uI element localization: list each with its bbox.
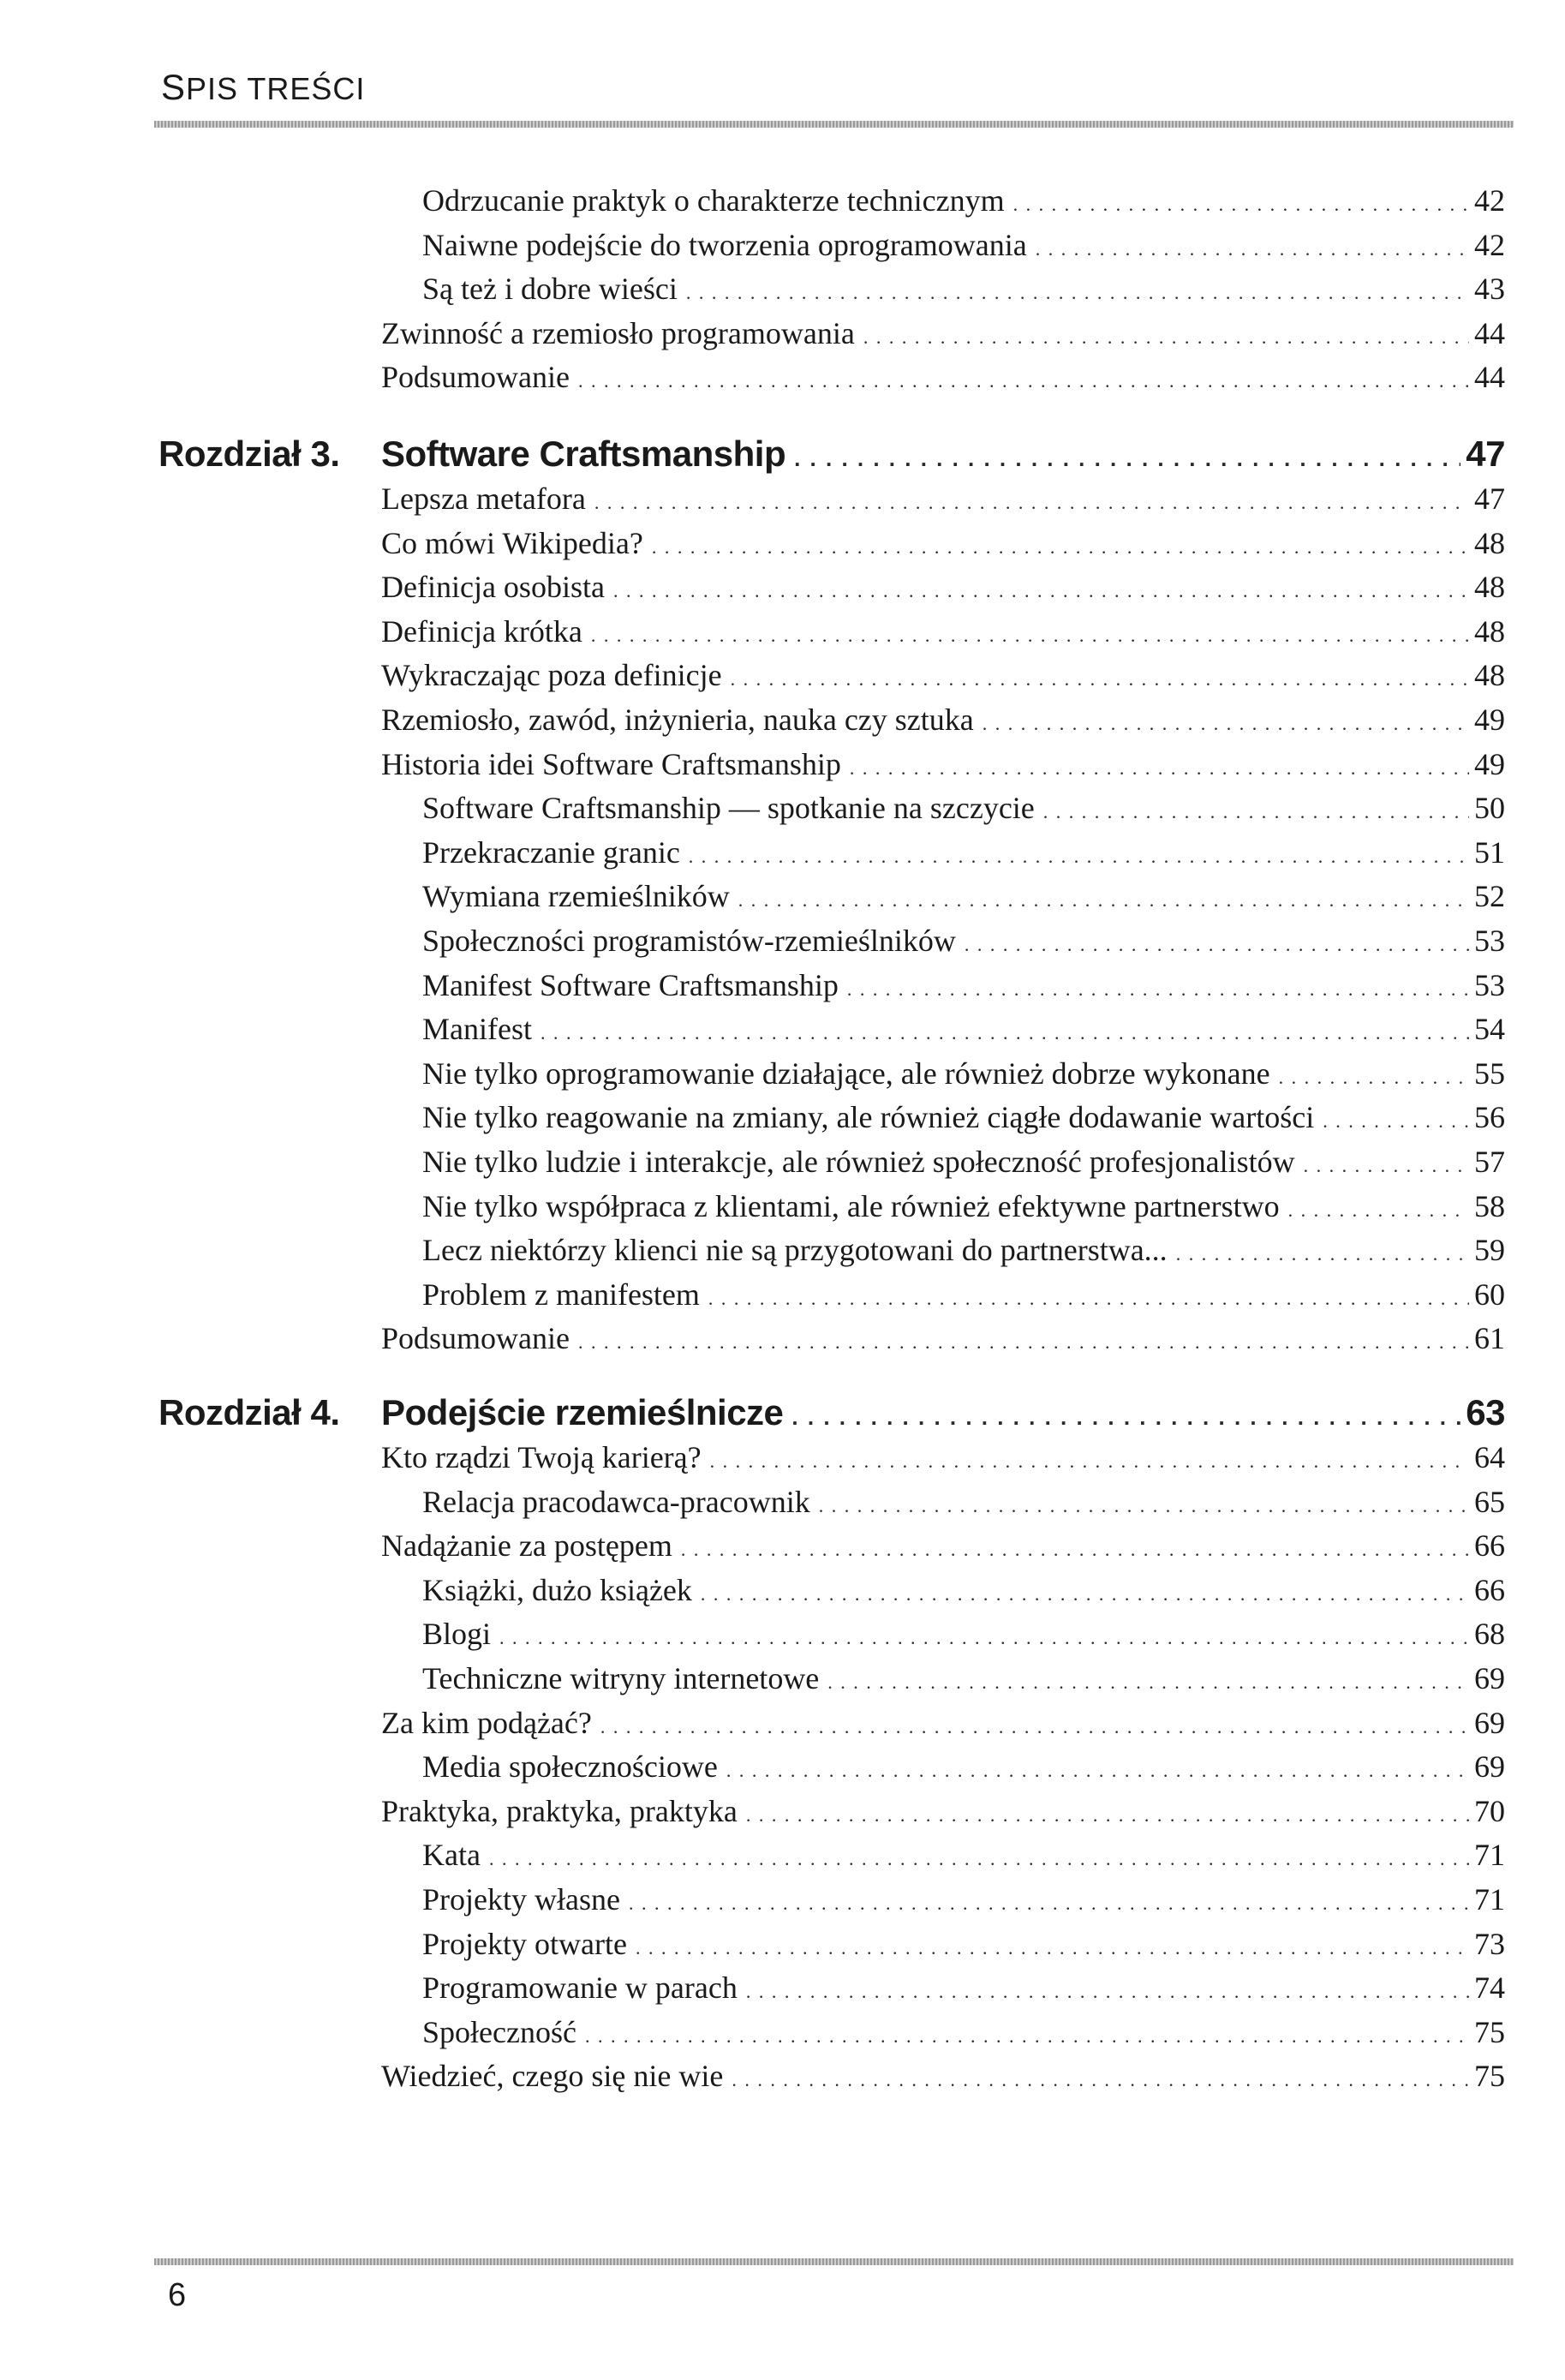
dot-leader [591,615,1469,656]
toc-entry [381,356,1505,399]
toc-entry [422,920,1505,963]
toc-entry [422,1613,1505,1656]
toc-entry-page: 56 [1474,1100,1505,1135]
dot-leader [794,434,1460,482]
toc-entry [381,566,1505,609]
toc-entry-page: 48 [1474,613,1505,649]
header-rule [154,121,1514,128]
toc-entry [422,268,1505,311]
toc-entry-label: Software Craftsmanship [381,434,786,474]
dot-leader [594,482,1469,523]
toc-entry-page: 66 [1474,1528,1505,1564]
dot-leader [726,1750,1469,1791]
dot-leader [708,1278,1469,1319]
toc-entry-label: Historia idei Software Craftsmanship [381,746,841,781]
dot-leader [710,1441,1469,1482]
toc-entry-page: 48 [1474,658,1505,693]
toc-entry [381,1437,1505,1480]
dot-leader [681,1529,1469,1570]
toc-entry [422,1186,1505,1229]
toc-entry-label: Lecz niektórzy klienci nie są przygotowani do partnerstwa... [422,1233,1168,1268]
toc-entry-label: Nie tylko reagowanie na zmiany, ale również ciągłe dodawanie wartości [422,1100,1315,1135]
dot-leader [827,1662,1469,1703]
toc-entry-label: Programowanie w parach [422,1970,738,2006]
dot-leader [746,1971,1469,2012]
page-number: 6 [168,2277,187,2313]
toc-entry [381,1791,1505,1833]
toc-entry-label: Software Craftsmanship — spotkanie na szczycie [422,791,1035,826]
toc-entry [381,744,1505,786]
toc-entry-page: 60 [1474,1277,1505,1312]
toc-entry [422,180,1505,223]
toc-entry [422,1274,1505,1317]
toc-entry-page: 48 [1474,570,1505,605]
toc-entry-label: Wymiana rzemieślników [422,879,730,914]
toc-entry-label: Media społecznościowe [422,1749,718,1785]
toc-entry-page: 51 [1474,834,1505,870]
dot-leader [1279,1057,1469,1098]
toc-entry-label: Społeczności programistów-rzemieślników [422,924,956,958]
dot-leader [578,1322,1469,1363]
toc-entry [422,1229,1505,1272]
dot-leader [686,272,1469,314]
toc-entry [422,1746,1505,1789]
toc-entry-page: 42 [1474,183,1505,218]
toc-entry [422,787,1505,830]
toc-entry-page: 49 [1474,746,1505,781]
toc-entry-page: 69 [1474,1749,1505,1785]
toc-entry-label: Podsumowanie [381,360,570,395]
toc-entry-label: Kto rządzi Twoją karierą? [381,1440,702,1474]
toc-entry-label: Rzemiosło, zawód, inżynieria, nauka czy sztuka [381,703,974,737]
toc-entry-page: 53 [1474,924,1505,958]
dot-leader [600,1707,1469,1748]
dot-leader [578,361,1469,402]
dot-leader [791,1393,1460,1441]
dot-leader [1043,792,1469,833]
toc-entry-page: 63 [1466,1392,1505,1432]
dot-leader [850,748,1469,789]
toc-entry [422,1967,1505,2010]
dot-leader [965,924,1469,966]
toc-entry-label: Wiedzieć, czego się nie wie [381,2059,724,2094]
toc-entry-page: 61 [1474,1321,1505,1356]
toc-entry-label: Manifest [422,1012,532,1047]
dot-leader [585,2016,1469,2057]
toc-entry-label: Odrzucanie praktyk o charakterze technicznym [422,183,1005,218]
dot-leader [652,527,1469,568]
toc-entry [422,1481,1505,1524]
dot-leader [689,836,1469,877]
toc-entry-page: 53 [1474,967,1505,1002]
toc-entry-label: Kata [422,1838,481,1873]
dot-leader [489,1839,1469,1880]
toc-entry-page: 75 [1474,2014,1505,2049]
toc-entry-label: Manifest Software Craftsmanship [422,967,839,1002]
toc-entry-label: Definicja krótka [381,613,582,649]
toc-entry [422,1141,1505,1184]
dot-leader [613,571,1469,612]
chapter-title-entry [381,430,1505,478]
dot-leader [701,1574,1469,1615]
toc-entry-page: 48 [1474,525,1505,560]
toc-entry [422,1879,1505,1922]
toc-entry [381,699,1505,742]
toc-entry [381,1318,1505,1360]
dot-leader [863,317,1469,358]
toc-entry-page: 66 [1474,1572,1505,1607]
toc-entry [381,655,1505,697]
toc-entry-label: Zwinność a rzemiosło programowania [381,315,855,350]
dot-leader [1288,1190,1469,1231]
toc-entry [422,1053,1505,1096]
toc-entry [422,1834,1505,1877]
toc-entry-page: 58 [1474,1188,1505,1223]
toc-entry-page: 69 [1474,1661,1505,1695]
toc-entry-page: 44 [1474,315,1505,350]
toc-entry-page: 49 [1474,703,1505,737]
dot-leader [738,880,1469,921]
toc-entry-page: 71 [1474,1882,1505,1917]
toc-entry-label: Naiwne podejście do tworzenia oprogramowania [422,227,1027,262]
toc-entry-page: 65 [1474,1484,1505,1519]
toc-entry-page: 64 [1474,1440,1505,1474]
toc-entry-label: Wykraczając poza definicje [381,658,722,693]
chapter-title-entry [381,1389,1505,1437]
toc-entry-label: Nie tylko oprogramowanie działające, ale również dobrze wykonane [422,1055,1270,1091]
toc-entry-page: 47 [1466,434,1505,474]
toc-entry-page: 42 [1474,227,1505,262]
toc-entry-page: 47 [1474,481,1505,516]
toc-entry-page: 54 [1474,1012,1505,1047]
toc-entry-label: Książki, dużo książek [422,1572,692,1607]
dot-leader [1304,1145,1469,1187]
dot-leader [1013,184,1469,225]
running-header-initial: S [161,67,187,107]
toc-entry-label: Lepsza metafora [381,481,586,516]
toc-entry-page: 57 [1474,1145,1505,1179]
toc-entry [422,1097,1505,1139]
toc-entry-label: Definicja osobista [381,570,605,605]
toc-entry-label: Projekty własne [422,1882,620,1917]
toc-entry-page: 74 [1474,1970,1505,2006]
toc-entry [381,2055,1505,2098]
toc-entry-page: 59 [1474,1233,1505,1268]
toc-entry-page: 44 [1474,360,1505,395]
footer-rule [154,2258,1514,2265]
dot-leader [731,659,1469,700]
toc-entry-label: Podsumowanie [381,1321,570,1356]
dot-leader [732,2060,1469,2101]
toc-entry-label: Nie tylko współpraca z klientami, ale również efektywne partnerstwo [422,1188,1280,1223]
toc-entry-label: Za kim podążać? [381,1705,592,1740]
toc-entry-label: Projekty otwarte [422,1926,627,1961]
dot-leader [847,969,1469,1010]
dot-leader [1323,1101,1469,1142]
dot-leader [629,1883,1469,1924]
toc-entry [422,1923,1505,1966]
toc-entry [381,478,1505,521]
toc-entry-label: Praktyka, praktyka, praktyka [381,1793,738,1828]
dot-leader [1036,229,1469,270]
toc-entry [381,313,1505,356]
chapter-number: Rozdział 3. [158,434,340,474]
chapter-number: Rozdział 4. [158,1392,340,1432]
toc-entry [381,1525,1505,1568]
dot-leader [983,703,1469,744]
toc-entry [422,1570,1505,1612]
dot-leader [746,1795,1469,1836]
toc-entry [422,876,1505,918]
toc-entry-page: 75 [1474,2059,1505,2094]
toc-entry-page: 55 [1474,1055,1505,1091]
toc-entry-page: 68 [1474,1617,1505,1652]
toc-entry-label: Nadążanie za postępem [381,1528,672,1564]
toc-entry-label: Społeczność [422,2014,576,2049]
toc-entry-label: Przekraczanie granic [422,834,680,870]
dot-leader [636,1928,1469,1969]
toc-entry-page: 73 [1474,1926,1505,1961]
toc-entry [422,965,1505,1008]
toc-entry-label: Co mówi Wikipedia? [381,525,643,560]
toc-entry [422,2012,1505,2054]
toc-entry [381,523,1505,565]
toc-entry-page: 43 [1474,272,1505,307]
toc-entry-label: Są też i dobre wieści [422,272,678,307]
toc-entry-page: 70 [1474,1793,1505,1828]
toc-entry-page: 69 [1474,1705,1505,1740]
toc-entry-label: Techniczne witryny internetowe [422,1661,820,1695]
toc-entry-page: 50 [1474,791,1505,826]
dot-leader [819,1486,1469,1527]
toc-entry-page: 52 [1474,879,1505,914]
dot-leader [499,1618,1469,1659]
toc-entry-page: 71 [1474,1838,1505,1873]
toc-entry [422,1008,1505,1051]
toc-entry-label: Problem z manifestem [422,1277,700,1312]
toc-entry-label: Blogi [422,1617,492,1652]
toc-entry [381,1702,1505,1745]
toc-entry [422,1658,1505,1701]
toc-entry-label: Relacja pracodawca-pracownik [422,1484,810,1519]
running-header-rest: PIS TREŚCI [186,71,366,106]
running-header [161,67,365,108]
toc-entry [422,832,1505,875]
toc-entry-label: Podejście rzemieślnicze [381,1392,784,1432]
toc-entry-label: Nie tylko ludzie i interakcje, ale również społeczność profesjonalistów [422,1145,1295,1179]
dot-leader [1176,1234,1469,1275]
dot-leader [541,1013,1469,1054]
toc-entry [381,611,1505,654]
toc-entry [422,224,1505,267]
